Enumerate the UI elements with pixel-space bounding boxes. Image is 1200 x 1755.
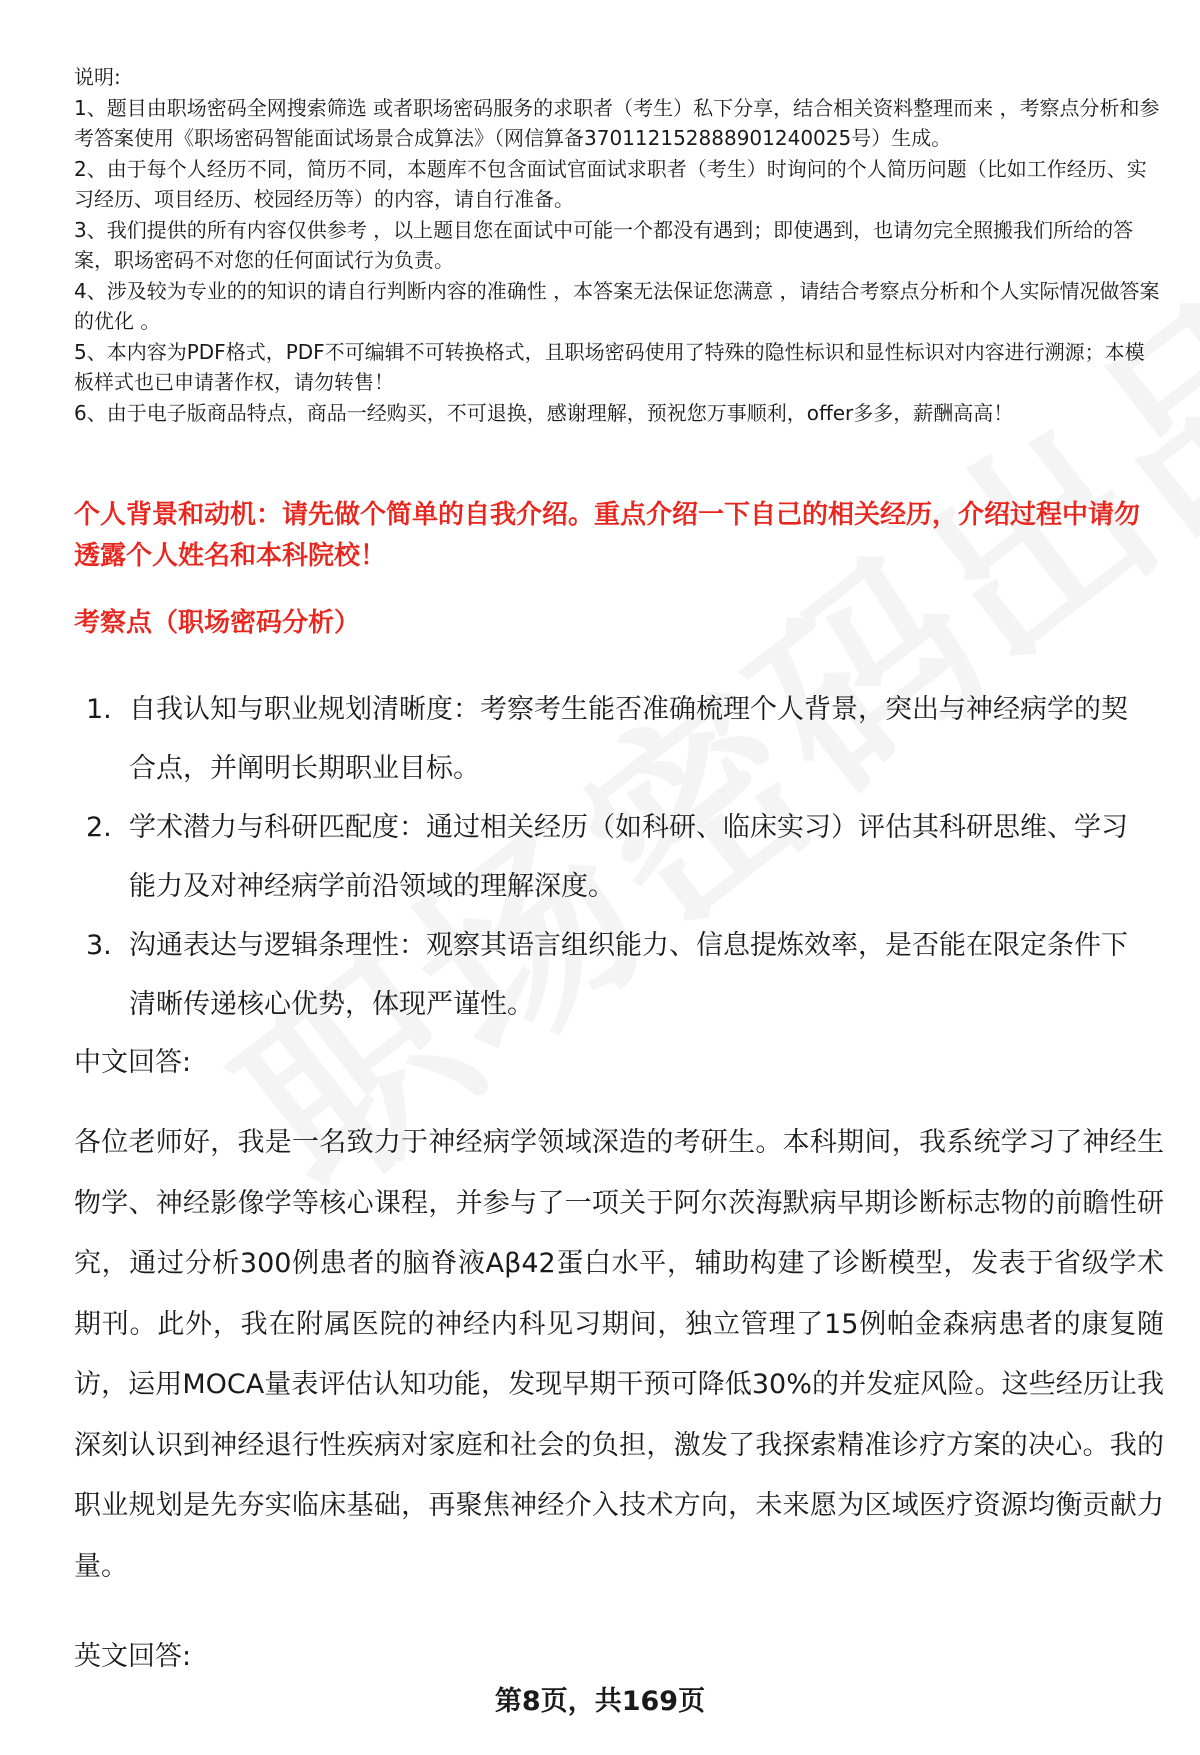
point-number: 2. xyxy=(86,812,112,843)
note-item: 3、我们提供的所有内容仅供参考 ，以上题目您在面试中可能一个都没有遇到；即使遇到，也请勿完全照搬我们所给的答案，职场密码不对您的任何面试行为负责。 xyxy=(74,217,1134,272)
chinese-answer-label: 中文回答: xyxy=(74,1047,192,1078)
analysis-point xyxy=(74,916,1154,1034)
note-item: 2、由于每个人经历不同，简历不同，本题库不包含面试官面试求职者（考生）时询问的个人简历问题（比如工作经历、实习经历、项目经历、校园经历等）的内容，请自行准备。 xyxy=(74,156,1147,211)
note-item: 1、题目由职场密码全网搜索筛选 或者职场密码服务的求职者（考生）私下分享，结合相关资料整理而来 ，考察点分析和参考答案使用《职场密码智能面试场景合成算法》（网信算备370112152888901240025号）生成。 xyxy=(74,95,1160,150)
chinese-answer-text: 各位老师好，我是一名致力于神经病学领域深造的考研生。本科期间，我系统学习了神经生物学、神经影像学等核心课程，并参与了一项关于阿尔茨海默病早期诊断标志物的前瞻性研究，通过分析300例患者的脑脊液Aβ42蛋白水平，辅助构建了诊断模型，发表于省级学术期刊。此外，我在附属医院的神经内科见习期间，独立管理了15例帕金森病患者的康复随访，运用MOCA量表评估认知功能，发现早期干预可降低30%的并发症风险。这些经历让我深刻认识到神经退行性疾病对家庭和社会的负担，激发了我探索精准诊疗方案的决心。我的职业规划是先夯实临床基础，再聚焦神经介入技术方向，未来愿为区域医疗资源均衡贡献力量。 xyxy=(74,1127,1164,1582)
point-number: 3. xyxy=(86,930,112,961)
analysis-title: 考察点（职场密码分析） xyxy=(74,608,361,638)
point-number: 1. xyxy=(86,694,112,725)
notes-heading: 说明: xyxy=(74,65,121,89)
point-text: 沟通表达与逻辑条理性：观察其语言组织能力、信息提炼效率，是否能在限定条件下清晰传递核心优势，体现严谨性。 xyxy=(129,930,1128,1020)
analysis-point xyxy=(74,680,1154,798)
note-item: 6、由于电子版商品特点，商品一经购买，不可退换，感谢理解，预祝您万事顺利，offer多多，薪酬高高！ xyxy=(74,400,1014,425)
disclaimer-notes xyxy=(74,62,1164,428)
analysis-point xyxy=(74,798,1154,916)
analysis-points xyxy=(74,680,1154,1034)
interview-question: 个人背景和动机：请先做个简单的自我介绍。重点介绍一下自己的相关经历，介绍过程中请勿透露个人姓名和本科院校！ xyxy=(74,500,1141,571)
point-text: 自我认知与职业规划清晰度：考察考生能否准确梳理个人背景，突出与神经病学的契合点，并阐明长期职业目标。 xyxy=(129,694,1128,784)
note-item: 4、涉及较为专业的的知识的请自行判断内容的准确性 ，本答案无法保证您满意 ，请结合考察点分析和个人实际情况做答案的优化 。 xyxy=(74,278,1160,333)
point-text: 学术潜力与科研匹配度：通过相关经历（如科研、临床实习）评估其科研思维、学习能力及对神经病学前沿领域的理解深度。 xyxy=(129,812,1128,902)
note-item: 5、本内容为PDF格式，PDF不可编辑不可转换格式，且职场密码使用了特殊的隐性标识和显性标识对内容进行溯源；本模板样式也已申请著作权，请勿转售！ xyxy=(74,339,1145,394)
english-answer-label: 英文回答: xyxy=(74,1641,192,1672)
page-number: 第8页，共169页 xyxy=(494,1686,706,1717)
